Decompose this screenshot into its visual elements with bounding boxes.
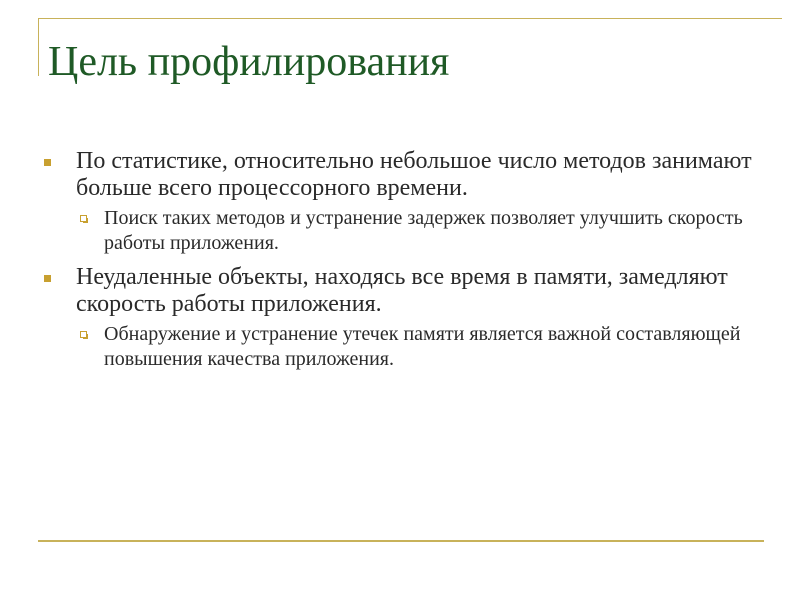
sub-bullet-item <box>76 206 764 256</box>
square-bullet-icon <box>44 275 51 282</box>
bullet-item <box>44 148 764 202</box>
left-rule <box>38 18 39 76</box>
bullet-text: Неудаленные объекты, находясь все время в памяти, замедляют скорость работы приложения. <box>76 264 728 317</box>
hollow-square-bullet-icon <box>80 215 87 222</box>
bullet-item <box>44 264 764 318</box>
bullet-text: По статистике, относительно небольшое число методов занимают больше всего процессорного времени. <box>76 148 752 201</box>
sub-bullet-text: Обнаружение и устранение утечек памяти является важной составляющей повышения качества приложения. <box>104 323 741 370</box>
slide-title: Цель профилирования <box>48 39 450 85</box>
sub-bullet-item <box>76 322 764 372</box>
slide-content <box>44 148 764 380</box>
top-rule <box>38 18 782 19</box>
sub-bullet-text: Поиск таких методов и устранение задержек позволяет улучшить скорость работы приложения. <box>104 207 743 254</box>
square-bullet-icon <box>44 159 51 166</box>
bottom-rule <box>38 540 764 542</box>
hollow-square-bullet-icon <box>80 331 87 338</box>
